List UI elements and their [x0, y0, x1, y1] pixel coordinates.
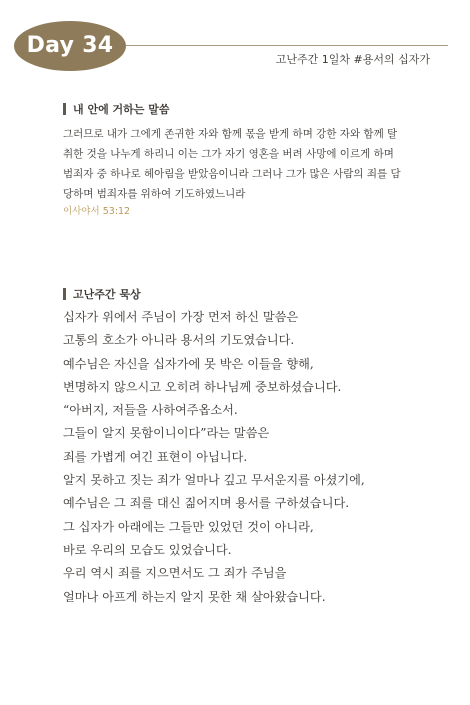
scripture-reference: 이사야서 53:12 — [63, 206, 131, 217]
meditation-line: 알지 못하고 짓는 죄가 얼마나 깊고 무서운지를 아셨기에, — [63, 473, 365, 488]
meditation-line: 그들이 알지 못함이니이다”라는 말씀은 — [63, 426, 270, 441]
section-heading-word-label: 내 안에 거하는 말씀 — [73, 103, 170, 116]
meditation-line: 얼마나 아프게 하는지 알지 못한 채 살아왔습니다. — [63, 589, 326, 604]
meditation-text — [63, 306, 423, 609]
meditation-line: 변명하지 않으시고 오히려 하나님께 중보하셨습니다. — [63, 379, 342, 394]
meditation-line: 바로 우리의 모습도 있었습니다. — [63, 542, 232, 557]
meditation-line: 십자가 위에서 주님이 가장 먼저 하신 말씀은 — [63, 310, 299, 324]
header-subtitle: 고난주간 1일차 #용서의 십자가 — [275, 53, 430, 66]
meditation-line: 우리 역시 죄를 지으면서도 그 죄가 주님을 — [63, 566, 287, 581]
meditation-line: “아버지, 저들을 사하여주옵소서. — [63, 403, 238, 418]
header-divider — [126, 45, 448, 46]
day-badge: Day 34 — [14, 21, 126, 71]
section-heading-word — [63, 101, 170, 117]
heading-bar-marker — [63, 288, 66, 300]
meditation-line: 예수님은 자신을 십자가에 못 박은 이들을 향해, — [63, 356, 314, 371]
meditation-line: 죄를 가볍게 여긴 표현이 아닙니다. — [63, 449, 248, 464]
section-heading-meditation-label: 고난주간 묵상 — [73, 288, 141, 301]
heading-bar-marker — [63, 103, 66, 115]
section-heading-meditation — [63, 286, 141, 302]
meditation-line: 그 십자가 아래에는 그들만 있었던 것이 아니라, — [63, 519, 314, 534]
page-header — [0, 0, 470, 80]
meditation-line: 고통의 호소가 아니라 용서의 기도였습니다. — [63, 333, 295, 348]
meditation-line: 예수님은 그 죄를 대신 짊어지며 용서를 구하셨습니다. — [63, 496, 350, 511]
scripture-verse: 그러므로 내가 그에게 존귀한 자와 함께 몫을 받게 하며 강한 자와 함께 탈취한 것을 나누게 하리니 이는 그가 자기 영혼을 버려 사망에 이르게 하며 범죄자 중 하나로 헤아림을 받았음이니라 그러나 그가 많은 사람의 죄를 담당하며 범죄자를 위하여 기도하였느니라 — [63, 128, 401, 200]
